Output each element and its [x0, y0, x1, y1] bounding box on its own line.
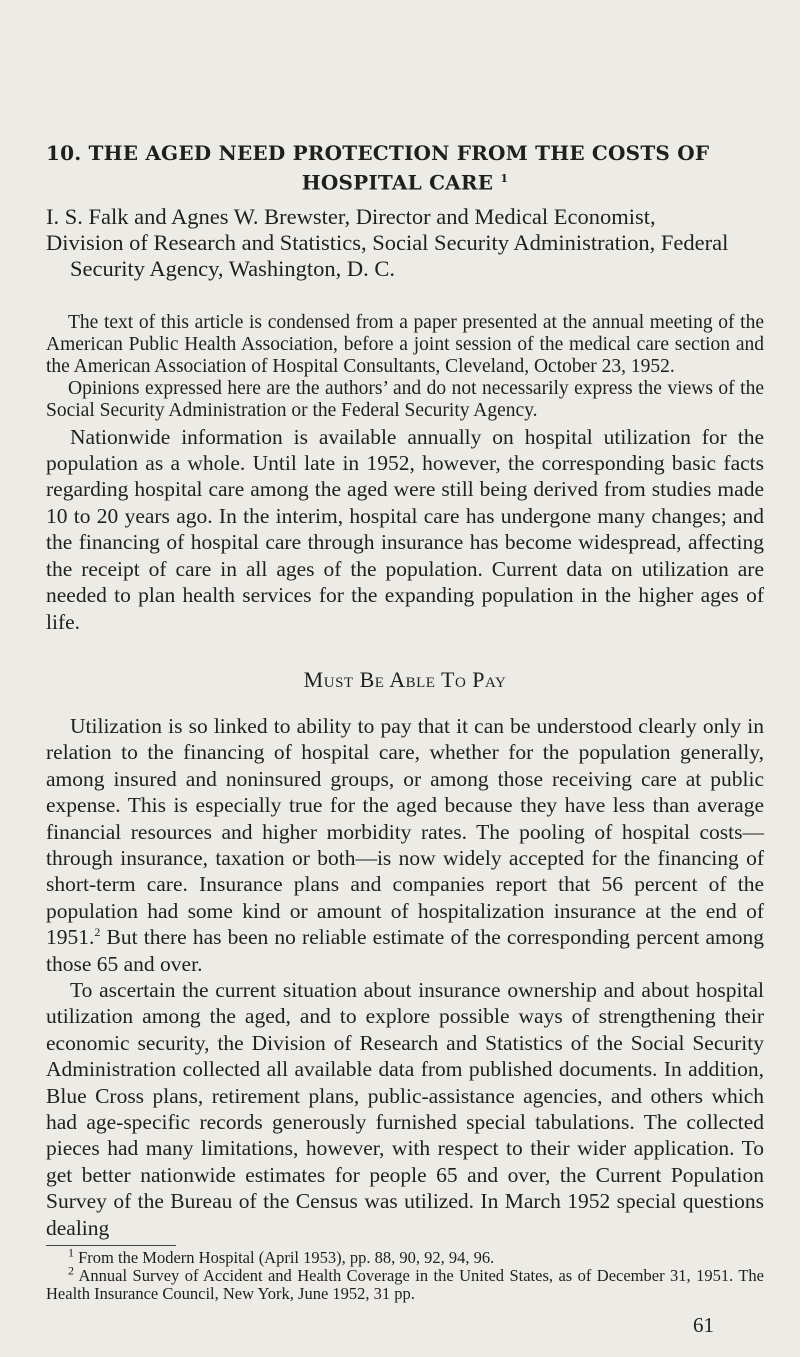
footnote-2 [46, 1263, 764, 1304]
page-number: 61 [693, 1313, 714, 1338]
footnote-divider [46, 1245, 176, 1246]
section-p1-continued: But there has been no reliable estimate of the corresponding percent among those 65 and over. [46, 925, 764, 976]
footnote-1 [46, 1245, 764, 1268]
section-paragraph-2: To ascertain the current situation about insurance ownership and about hospital utilization among the aged, and to explore possible ways of strengthening their economic security, the Division of Research and Statistics of the Social Security Administration collected all available data from published documents. In addition, Blue Cross plans, retirement plans, public-assistance agencies, and others which had age-specific records generously furnished special tabulations. The collected pieces had many limitations, however, with respect to their wider application. To get better nationwide estimates for people 65 and over, the Current Population Survey of the Bureau of the Census was utilized. In March 1952 special questions dealing [46, 977, 764, 1240]
author-block [46, 204, 764, 282]
author-affiliation: Division of Research and Statistics, Social Security Administration, Federal Security Agency, Washington, D. C. [46, 229, 729, 281]
author-names: I. S. Falk and Agnes W. Brewster, Director and Medical Economist, [46, 203, 656, 229]
body-paragraph-1: Nationwide information is available annually on hospital utilization for the population as a whole. Until late in 1952, however, the corresponding basic facts regarding hospital care among the aged were still being derived from studies made 10 to 20 years ago. In the interim, hospital care has undergone many changes; and the financing of hospital care through insurance has become widespread, affecting the receipt of care in all ages of the population. Current data on utilization are needed to plan health services for the expanding population in the higher ages of life. [46, 424, 764, 634]
footnote-1-mark: 1 [68, 1245, 74, 1260]
section-paragraph-1 [46, 713, 764, 977]
title-footnote-mark: 1 [500, 172, 509, 185]
title-line-2 [46, 166, 764, 196]
title-line-1: 10. THE AGED NEED PROTECTION FROM THE COSTS OF [46, 141, 710, 165]
section-heading: Must Be Able To Pay [303, 666, 507, 692]
intro-paragraph-2: Opinions expressed here are the authors’ and do not necessarily express the views of the Social Security Administration or the Federal Security Agency. [46, 377, 764, 421]
footnote-2-text: Annual Survey of Accident and Health Coverage in the United States, as of December 31, 1951. The Health Insurance Council, New York, June 1952, 31 pp. [46, 1266, 764, 1304]
footnote-1-text: From the Modern Hospital (April 1953), pp. 88, 90, 92, 94, 96. [74, 1248, 495, 1268]
footnote-2-mark: 2 [68, 1263, 74, 1278]
intro-paragraph-1: The text of this article is condensed from a paper presented at the annual meeting of the American Public Health Association, before a joint session of the medical care section and the American Association of Hospital Consultants, Cleveland, October 23, 1952. [46, 311, 764, 377]
section-p1-text: Utilization is so linked to ability to pay that it can be understood clearly only in relation to the financing of hospital care, whether for the population generally, among insured and noninsured groups, or among those receiving care at public expense. This is especially true for the aged because they have less than average financial resources and higher morbidity rates. The pooling of hospital costs—through insurance, taxation or both—is now widely accepted for the financing of short-term care. Insurance plans and companies report that 56 percent of the population had some kind or amount of hospitalization insurance at the end of 1951. [46, 713, 764, 950]
intro-notes [46, 312, 764, 422]
title-line-2-text: HOSPITAL CARE [301, 170, 494, 195]
article-title [46, 140, 764, 196]
footnote-ref-2: 2 [94, 925, 101, 939]
footnotes [46, 1245, 764, 1304]
